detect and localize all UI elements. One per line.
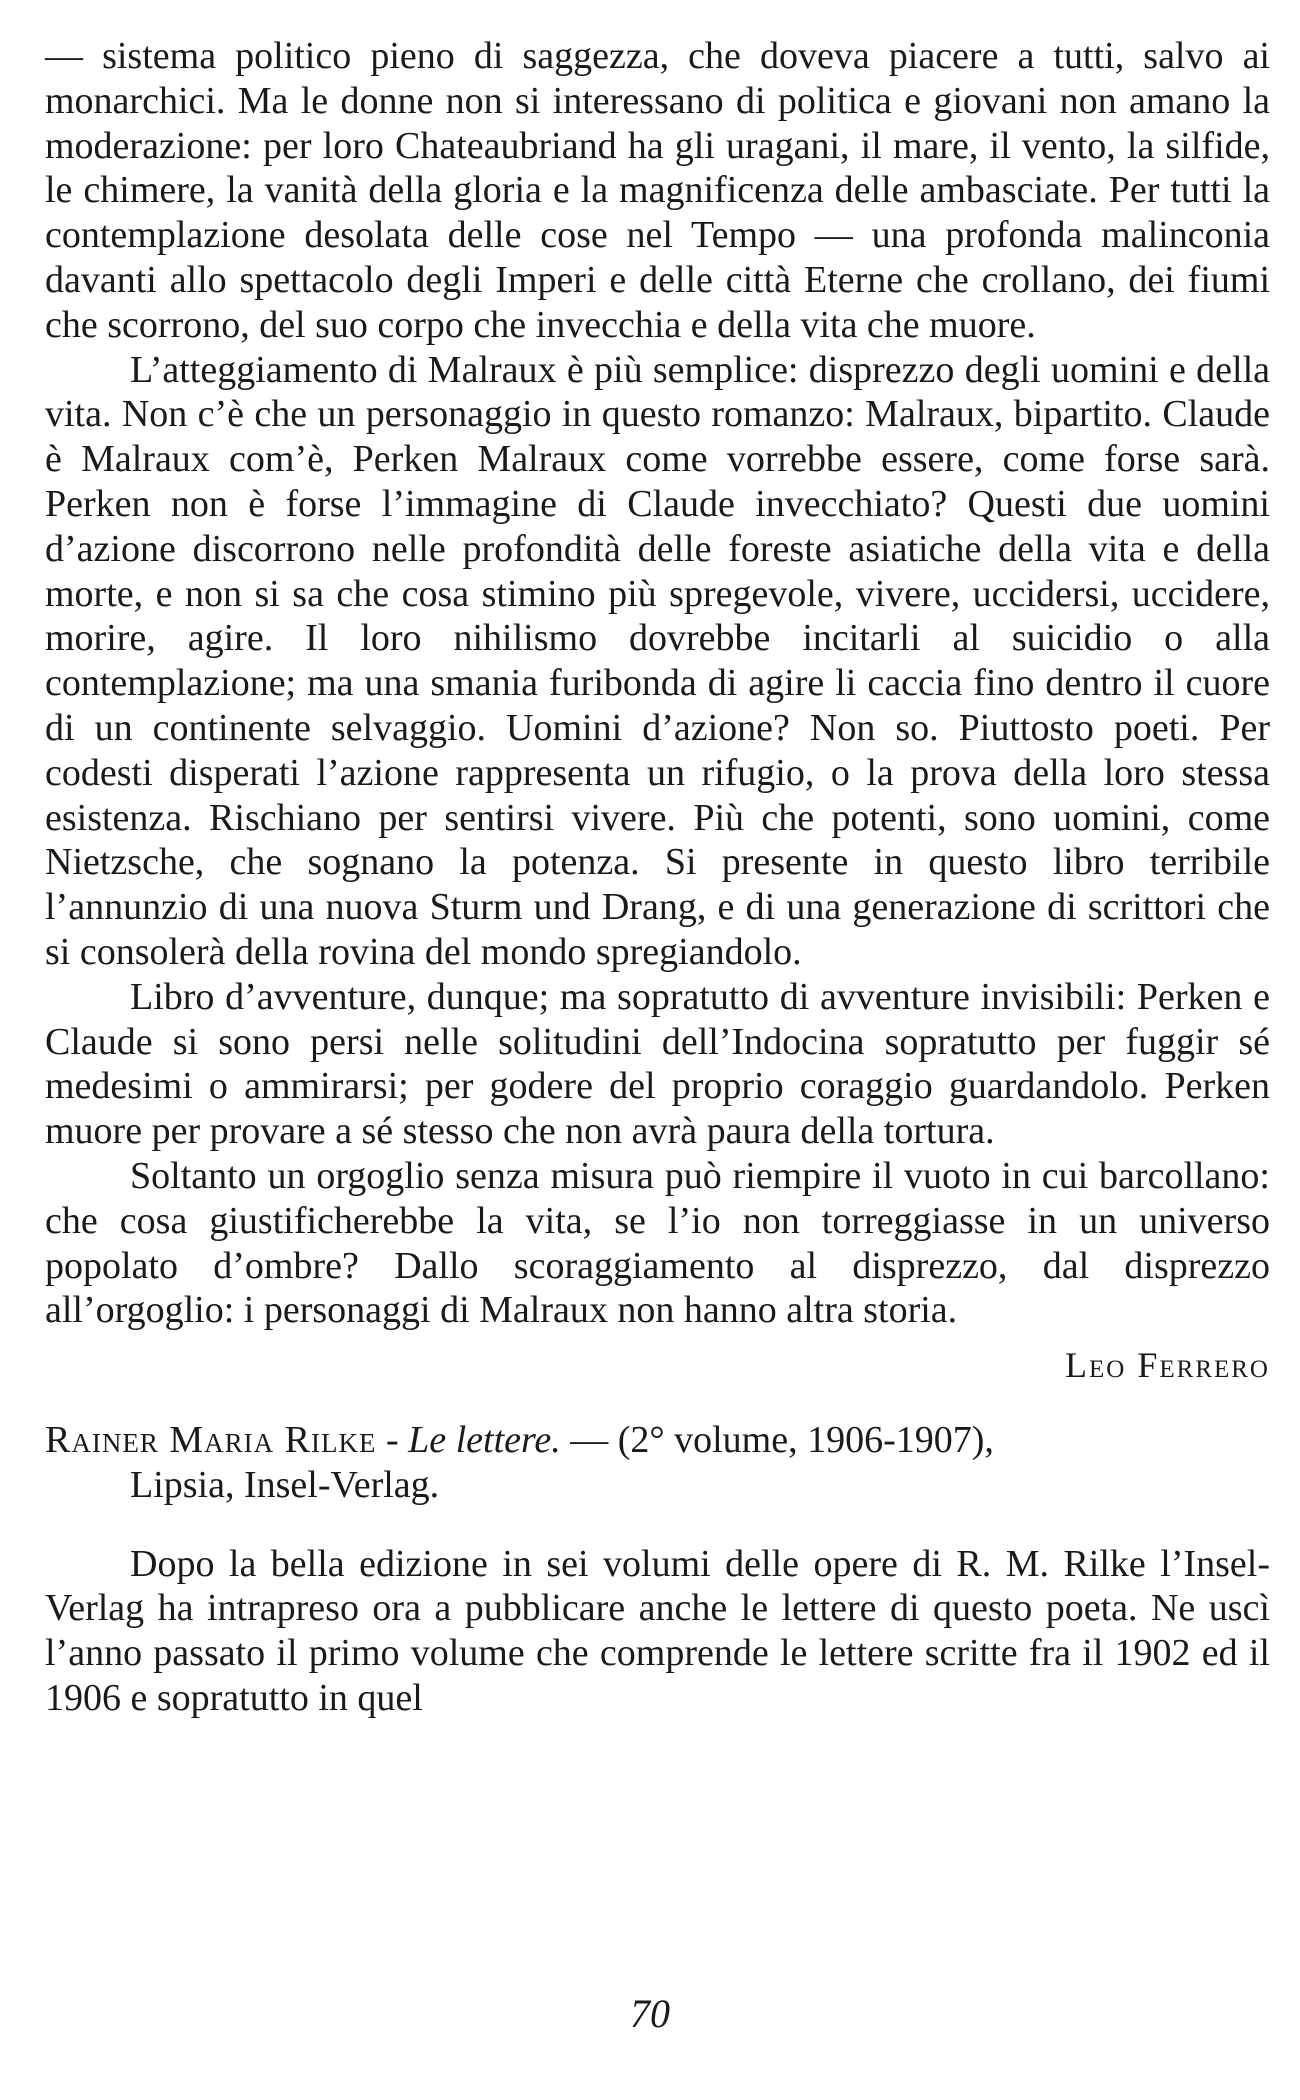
article-paragraph-2: L’atteggiamento di Malraux è più semplice: disprezzo degli uomini e della vita. Non c’è che un personaggio in questo romanzo: Malraux, bipartito. Claude è Malraux com’è, Perken Malraux come vorrebbe essere, come forse sarà. Perken non è forse l’immagine di Claude invecchiato? Questi due uomini d’azione discorrono nelle profondità delle foreste asiatiche della vita e della morte, e non si sa che cosa stimino più spregevole, vivere, uccidersi, uccidere, morire, agire. Il loro nihilismo dovrebbe incitarli al suicidio o alla contemplazione; ma una smania furibonda di agire li caccia fino dentro il cuore di un continente selvaggio. Uomini d’azione? Non so. Piuttosto poeti. Per codesti disperati l’azione rappresenta un rifugio, o la prova della loro stessa esistenza. Rischiano per sentirsi vivere. Più che potenti, sono uomini, come Nietzsche, che sognano la potenza. Si presente in questo libro terribile l’annunzio di una nuova Sturm und Drang, e di una generazione di scrittori che si consolerà della rovina del mondo spregiandolo. xyxy=(45,348,1270,973)
article-paragraph-4: Soltanto un orgoglio senza misura può riempire il vuoto in cui barcollano: che cosa giustificherebbe la vita, se l’io non torreggiasse in un universo popolato d’ombre? Dallo scoraggiamento al disprezzo, dal disprezzo all’orgoglio: i personaggi di Malraux non hanno altra storia. xyxy=(45,1154,1270,1332)
page-number: 70 xyxy=(630,1991,670,2036)
article-paragraph-3: Libro d’avventure, dunque; ma sopratutto di avventure invisibili: Perken e Claude si sono persi nelle solitudini dell’Indocina sopratutto per fuggir sé medesimi o ammirarsi; per godere del proprio coraggio guardandolo. Perken muore per provare a sé stesso che non avrà paura della tortura. xyxy=(45,975,1270,1153)
page-content xyxy=(45,34,1270,1721)
review-details: — (2° volume, 1906-1907), xyxy=(560,1418,994,1461)
article-paragraph-1: — sistema politico pieno di saggezza, che doveva piacere a tutti, salvo ai monarchici. Ma le donne non si interessano di politica e giovani non amano la moderazione: per loro Chateaubriand ha gli uragani, il mare, il vento, la silfide, le chimere, la vanità della gloria e la magnificenza delle ambasciate. Per tutti la contemplazione desolata delle cose nel Tempo — una profonda malinconia davanti allo spettacolo degli Imperi e delle città Eterne che crollano, dei fiumi che scorrono, del suo corpo che invecchia e della vita che muore. xyxy=(45,35,1270,346)
review-publisher: Lipsia, Insel-Verlag. xyxy=(130,1463,440,1506)
review-separator: - xyxy=(376,1418,409,1461)
review-heading xyxy=(45,1418,1270,1508)
review-author: Rainer Maria Rilke xyxy=(45,1418,377,1461)
article-signature: Leo Ferrero xyxy=(1065,1345,1270,1386)
review-paragraph: Dopo la bella edizione in sei volumi delle opere di R. M. Rilke l’Insel-Verlag ha intrapreso ora a pubblicare anche le lettere di questo poeta. Ne uscì l’anno passato il primo volume che comprende le lettere scritte fra il 1902 ed il 1906 e sopratutto in quel xyxy=(45,1542,1270,1719)
review-title: Le lettere. xyxy=(408,1418,561,1461)
